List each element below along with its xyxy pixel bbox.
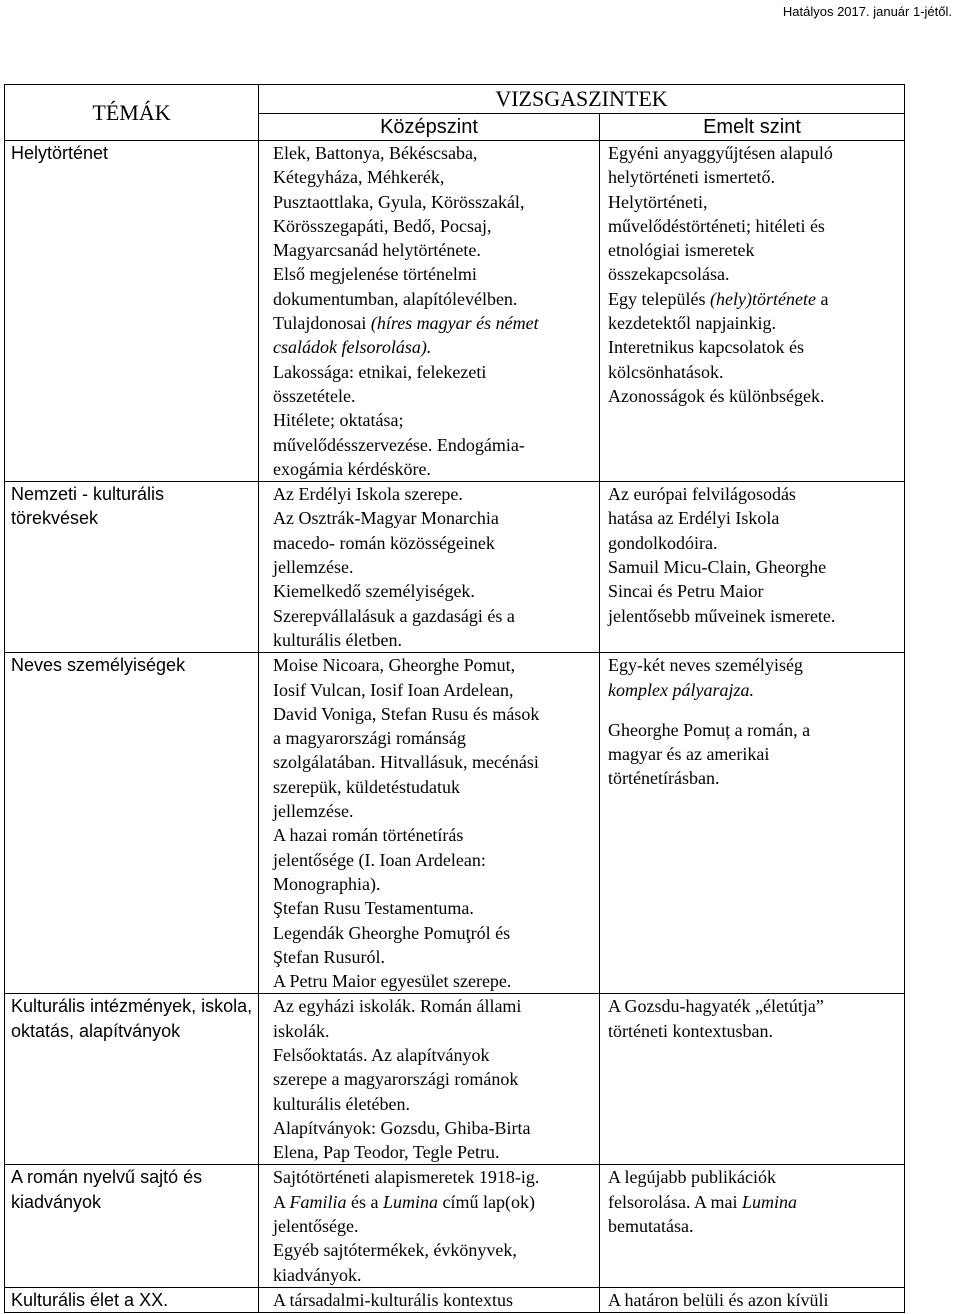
- mid-level-cell: [259, 141, 600, 482]
- text-line: Monographia).: [273, 873, 381, 894]
- mid-level-cell: [259, 1165, 600, 1287]
- text-line: komplex pályarajza.: [608, 679, 754, 700]
- text-line: Sincai és Petru Maior: [608, 581, 764, 602]
- text-line: Elena, Pap Teodor, Tegle Petru.: [273, 1142, 500, 1163]
- topics-header: TÉMÁK: [5, 85, 259, 141]
- adv-level-cell: [600, 1287, 905, 1312]
- exam-levels-header: VIZSGASZINTEK: [259, 85, 905, 114]
- text-line: etnológiai ismeretek: [608, 240, 755, 261]
- text-line: történetírásban.: [608, 768, 720, 789]
- text-line: művelődésszervezése. Endogámia-: [273, 434, 525, 455]
- mid-level-cell: [259, 653, 600, 994]
- text-line: Moise Nicoara, Gheorghe Pomut,: [273, 655, 516, 676]
- adv-level-cell: [600, 994, 905, 1165]
- text-line: szerepük, küldetéstudatuk: [273, 776, 460, 797]
- topic-cell: Kulturális intézmények, iskola, oktatás, alapítványok: [5, 994, 259, 1165]
- text-line: David Voniga, Stefan Rusu és mások: [273, 703, 540, 724]
- table-row: [5, 1287, 905, 1312]
- table-row: [5, 482, 905, 653]
- text-line: összekapcsolása.: [608, 264, 730, 285]
- text-line: felsorolása. A mai Lumina: [608, 1191, 797, 1212]
- text-line: Ştefan Rusuról.: [273, 946, 385, 967]
- text-line: jelentősebb műveinek ismerete.: [608, 605, 836, 626]
- text-line: macedo- román közösségeinek: [273, 532, 495, 553]
- text-line: Pusztaottlaka, Gyula, Körösszakál,: [273, 191, 525, 212]
- text-line: kiadványok.: [273, 1264, 362, 1285]
- text-line: Első megjelenése történelmi: [273, 264, 477, 285]
- mid-level-header: Középszint: [259, 114, 600, 141]
- text-line: Alapítványok: Gozsdu, Ghiba-Birta: [273, 1117, 531, 1138]
- text-line: Az Osztrák-Magyar Monarchia: [273, 508, 499, 529]
- adv-level-cell: [600, 653, 905, 994]
- effective-date-note: Hatályos 2017. január 1-jétől.: [782, 4, 952, 19]
- table-row: [5, 1165, 905, 1287]
- text-line: kölcsönhatások.: [608, 361, 724, 382]
- mid-level-cell: [259, 994, 600, 1165]
- text-line: A határon belüli és azon kívüli: [608, 1289, 829, 1310]
- text-line: történeti kontextusban.: [608, 1020, 773, 1041]
- text-line: Kiemelkedő személyiségek.: [273, 581, 475, 602]
- text-line: Elek, Battonya, Békéscsaba,: [273, 143, 478, 163]
- mid-level-cell: [259, 482, 600, 653]
- text-line: kulturális életben.: [273, 629, 402, 650]
- table-row: [5, 141, 905, 482]
- adv-level-cell: [600, 1165, 905, 1287]
- table-row: [5, 994, 905, 1165]
- table-row: [5, 653, 905, 994]
- text-line: művelődéstörténeti; hitéleti és: [608, 215, 825, 236]
- text-line: Körösszegapáti, Bedő, Pocsaj,: [273, 215, 492, 236]
- text-line: jellemzése.: [273, 557, 354, 578]
- topic-cell: Nemzeti - kulturális törekvések: [5, 482, 259, 653]
- text-line: hatása az Erdélyi Iskola: [608, 508, 780, 529]
- text-line: Legendák Gheorghe Pomuţról és: [273, 922, 511, 943]
- text-line: Sajtótörténeti alapismeretek 1918-ig.: [273, 1167, 540, 1188]
- text-line: Az európai felvilágosodás: [608, 484, 796, 505]
- text-line: családok felsorolása).: [273, 337, 432, 358]
- text-line: A legújabb publikációk: [608, 1167, 776, 1188]
- text-line: a magyarországi románság: [273, 728, 466, 749]
- text-line: Kétegyháza, Méhkerék,: [273, 167, 445, 188]
- text-line: Szerepvállalásuk a gazdasági és a: [273, 605, 515, 626]
- text-line: Egyéni anyaggyűjtésen alapuló: [608, 143, 833, 163]
- text-line: Samuil Micu-Clain, Gheorghe: [608, 557, 827, 578]
- text-line: jelentősége (I. Ioan Ardelean:: [273, 849, 486, 870]
- exam-topics-table: [4, 84, 905, 1313]
- text-line: Magyarcsanád helytörténete.: [273, 240, 481, 261]
- text-line: Helytörténeti,: [608, 191, 708, 212]
- text-line: Egy település (hely)története a: [608, 288, 829, 309]
- text-line: exogámia kérdésköre.: [273, 458, 431, 479]
- text-line: gondolkodóira.: [608, 532, 718, 553]
- text-line: Felsőoktatás. Az alapítványok: [273, 1044, 490, 1065]
- text-line: Gheorghe Pomuț a román, a: [608, 719, 811, 740]
- text-line: Lakossága: etnikai, felekezeti: [273, 361, 487, 382]
- text-line: szolgálatában. Hitvallásuk, mecénási: [273, 752, 539, 773]
- text-line: Azonosságok és különbségek.: [608, 385, 825, 406]
- text-line: A társadalmi-kulturális kontextus: [273, 1289, 513, 1310]
- adv-level-cell: [600, 141, 905, 482]
- adv-level-header: Emelt szint: [600, 114, 905, 141]
- text-line: iskolák.: [273, 1020, 330, 1041]
- text-line: Iosif Vulcan, Iosif Ioan Ardelean,: [273, 679, 514, 700]
- text-line: kulturális életében.: [273, 1093, 410, 1114]
- text-line: jellemzése.: [273, 801, 354, 822]
- text-line: A Gozsdu-hagyaték „életútja”: [608, 996, 824, 1017]
- text-line: Az egyházi iskolák. Román állami: [273, 996, 522, 1017]
- text-line: A Familia és a Lumina című lap(ok): [273, 1191, 535, 1212]
- topic-cell: Kulturális élet a XX.: [5, 1287, 259, 1312]
- topic-cell: Neves személyiségek: [5, 653, 259, 994]
- text-line: A hazai román történetírás: [273, 825, 464, 846]
- text-line: Ştefan Rusu Testamentuma.: [273, 898, 474, 919]
- text-line: magyar és az amerikai: [608, 744, 770, 765]
- text-line: Egy-két neves személyiség: [608, 655, 803, 676]
- text-line: bemutatása.: [608, 1216, 694, 1237]
- text-line: Hitélete; oktatása;: [273, 410, 404, 431]
- topic-cell: Helytörténet: [5, 141, 259, 482]
- text-line: Az Erdélyi Iskola szerepe.: [273, 484, 463, 505]
- text-line: szerepe a magyarországi románok: [273, 1069, 519, 1090]
- text-line: Egyéb sajtótermékek, évkönyvek,: [273, 1240, 517, 1261]
- topic-cell: A román nyelvű sajtó és kiadványok: [5, 1165, 259, 1287]
- text-line: összetétele.: [273, 385, 356, 406]
- text-line: Tulajdonosai (híres magyar és német: [273, 313, 539, 334]
- mid-level-cell: [259, 1287, 600, 1312]
- text-line: helytörténeti ismertető.: [608, 167, 775, 188]
- text-line: Interetnikus kapcsolatok és: [608, 337, 804, 358]
- text-line: dokumentumban, alapítólevélben.: [273, 288, 518, 309]
- text-line: kezdetektől napjainkig.: [608, 313, 776, 334]
- adv-level-cell: [600, 482, 905, 653]
- text-line: A Petru Maior egyesület szerepe.: [273, 971, 512, 992]
- text-line: jelentősége.: [273, 1216, 359, 1237]
